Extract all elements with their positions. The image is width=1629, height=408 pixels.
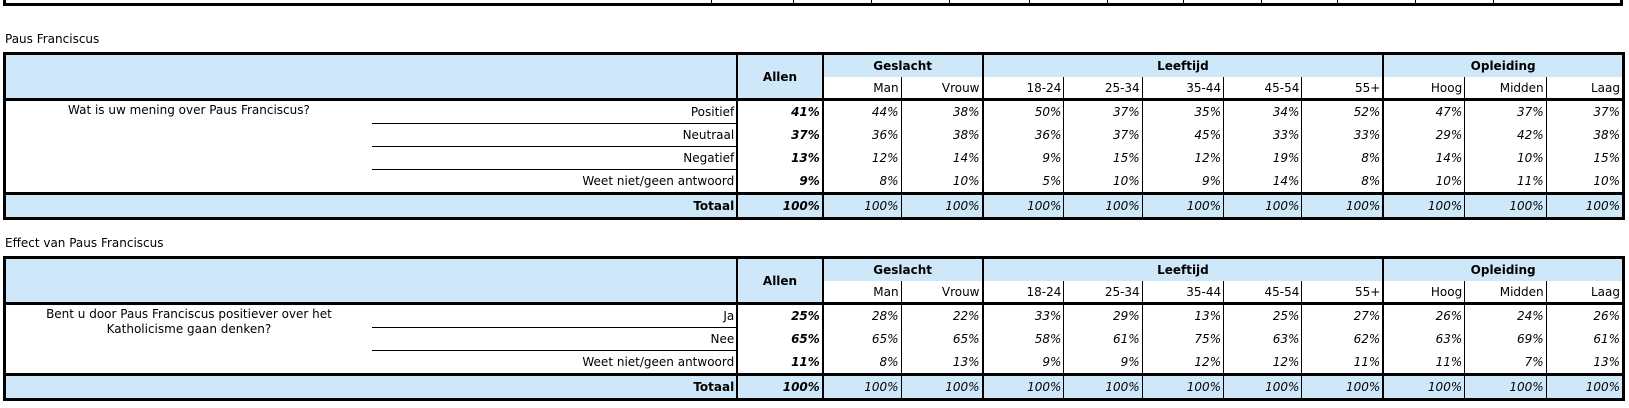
cell-value: 58% — [983, 328, 1064, 351]
total-allen: 100% — [737, 194, 823, 219]
cell-value: 69% — [1465, 328, 1546, 351]
cell-value: 14% — [1224, 170, 1302, 194]
total-value: 100% — [1142, 194, 1223, 219]
cell-value: 65% — [901, 328, 982, 351]
total-value: 100% — [1302, 375, 1383, 400]
subheader-25-34: 25-34 — [1064, 281, 1142, 304]
column-tick — [1337, 0, 1338, 4]
cell-allen: 11% — [737, 351, 823, 375]
cell-value: 37% — [1064, 100, 1142, 124]
cell-value: 27% — [1302, 304, 1383, 328]
cell-value: 14% — [901, 147, 982, 170]
cell-value: 15% — [1546, 147, 1623, 170]
subheader-Man: Man — [823, 281, 901, 304]
question-text: Bent u door Paus Franciscus positiever over het Katholicisme gaan denken? — [5, 304, 372, 375]
total-value: 100% — [1465, 194, 1546, 219]
subheader-25-34: 25-34 — [1064, 77, 1142, 100]
cell-value: 38% — [901, 100, 982, 124]
cell-value: 25% — [1224, 304, 1302, 328]
cell-value: 8% — [1302, 147, 1383, 170]
header-group-leeftijd: Leeftijd — [983, 258, 1384, 282]
cell-allen: 41% — [737, 100, 823, 124]
cell-value: 12% — [1224, 351, 1302, 375]
total-value: 100% — [1546, 194, 1623, 219]
subheader-35-44: 35-44 — [1142, 77, 1223, 100]
column-tick — [1029, 0, 1030, 4]
cell-value: 14% — [1383, 147, 1464, 170]
header-group-leeftijd: Leeftijd — [983, 54, 1384, 78]
total-value: 100% — [983, 194, 1064, 219]
cell-value: 8% — [823, 351, 901, 375]
subheader-18-24: 18-24 — [983, 281, 1064, 304]
cell-value: 13% — [901, 351, 982, 375]
cell-value: 9% — [983, 147, 1064, 170]
subheader-Midden: Midden — [1465, 281, 1546, 304]
cell-value: 28% — [823, 304, 901, 328]
total-label: Totaal — [372, 375, 737, 400]
cell-value: 37% — [1465, 100, 1546, 124]
cell-value: 10% — [1064, 170, 1142, 194]
subheader-Vrouw: Vrouw — [901, 77, 982, 100]
previous-table-bottom-edge — [3, 0, 1623, 6]
subheader-55+: 55+ — [1302, 77, 1383, 100]
header-blank — [5, 77, 738, 100]
total-value: 100% — [901, 194, 982, 219]
cell-value: 33% — [983, 304, 1064, 328]
cell-value: 45% — [1142, 124, 1223, 147]
column-tick — [949, 0, 950, 4]
cell-value: 10% — [1383, 170, 1464, 194]
subheader-Vrouw: Vrouw — [901, 281, 982, 304]
cell-value: 12% — [823, 147, 901, 170]
cell-value: 63% — [1383, 328, 1464, 351]
section-title-effect: Effect van Paus Franciscus — [5, 236, 164, 250]
cell-allen: 37% — [737, 124, 823, 147]
cell-allen: 9% — [737, 170, 823, 194]
cell-value: 12% — [1142, 351, 1223, 375]
cell-value: 9% — [1142, 170, 1223, 194]
header-allen: Allen — [737, 54, 823, 100]
subheader-55+: 55+ — [1302, 281, 1383, 304]
cell-allen: 25% — [737, 304, 823, 328]
row-label: Negatief — [372, 147, 737, 170]
cell-value: 33% — [1224, 124, 1302, 147]
cell-value: 10% — [1465, 147, 1546, 170]
subheader-35-44: 35-44 — [1142, 281, 1223, 304]
total-row — [5, 375, 1624, 400]
header-row-groups — [5, 258, 1624, 282]
cell-value: 10% — [901, 170, 982, 194]
cell-value: 8% — [823, 170, 901, 194]
cell-value: 65% — [823, 328, 901, 351]
total-value: 100% — [1224, 375, 1302, 400]
subheader-45-54: 45-54 — [1224, 77, 1302, 100]
row-label: Neutraal — [372, 124, 737, 147]
total-label: Totaal — [372, 194, 737, 219]
cell-value: 52% — [1302, 100, 1383, 124]
total-row — [5, 194, 1624, 219]
header-blank — [5, 281, 738, 304]
total-value: 100% — [1465, 375, 1546, 400]
cell-value: 11% — [1383, 351, 1464, 375]
cell-value: 11% — [1302, 351, 1383, 375]
column-tick — [1493, 0, 1494, 4]
subheader-Laag: Laag — [1546, 77, 1623, 100]
row-label: Nee — [372, 328, 737, 351]
total-value: 100% — [1224, 194, 1302, 219]
cell-value: 26% — [1546, 304, 1623, 328]
header-group-geslacht: Geslacht — [823, 54, 983, 78]
column-tick — [1183, 0, 1184, 4]
column-tick — [871, 0, 872, 4]
cell-value: 7% — [1465, 351, 1546, 375]
column-tick — [793, 0, 794, 4]
column-tick — [1415, 0, 1416, 4]
cell-value: 22% — [901, 304, 982, 328]
column-tick — [711, 0, 712, 4]
cell-value: 36% — [823, 124, 901, 147]
total-value: 100% — [1064, 194, 1142, 219]
cell-value: 63% — [1224, 328, 1302, 351]
header-allen: Allen — [737, 258, 823, 304]
cell-value: 33% — [1302, 124, 1383, 147]
cell-value: 8% — [1302, 170, 1383, 194]
cell-value: 11% — [1465, 170, 1546, 194]
row-label: Ja — [372, 304, 737, 328]
subheader-Hoog: Hoog — [1383, 281, 1464, 304]
subheader-Hoog: Hoog — [1383, 77, 1464, 100]
cell-allen: 13% — [737, 147, 823, 170]
cell-value: 24% — [1465, 304, 1546, 328]
cell-value: 13% — [1546, 351, 1623, 375]
cell-value: 9% — [1064, 351, 1142, 375]
header-group-geslacht: Geslacht — [823, 258, 983, 282]
total-value: 100% — [1302, 194, 1383, 219]
cell-value: 37% — [1064, 124, 1142, 147]
question-text: Wat is uw mening over Paus Franciscus? — [5, 100, 372, 194]
table-row — [5, 100, 1624, 124]
total-value: 100% — [983, 375, 1064, 400]
table-row — [5, 304, 1624, 328]
total-value: 100% — [1383, 375, 1464, 400]
table-effect-paus-franciscus — [3, 256, 1625, 401]
cell-value: 29% — [1064, 304, 1142, 328]
cell-value: 50% — [983, 100, 1064, 124]
cell-value: 62% — [1302, 328, 1383, 351]
cell-value: 75% — [1142, 328, 1223, 351]
cell-value: 10% — [1546, 170, 1623, 194]
row-label: Weet niet/geen antwoord — [372, 170, 737, 194]
cell-value: 26% — [1383, 304, 1464, 328]
header-blank — [5, 54, 738, 78]
header-group-opleiding: Opleiding — [1383, 258, 1623, 282]
total-value: 100% — [1546, 375, 1623, 400]
subheader-Laag: Laag — [1546, 281, 1623, 304]
total-blank — [5, 375, 372, 400]
cell-allen: 65% — [737, 328, 823, 351]
column-tick — [1107, 0, 1108, 4]
subheader-45-54: 45-54 — [1224, 281, 1302, 304]
total-value: 100% — [901, 375, 982, 400]
header-group-opleiding: Opleiding — [1383, 54, 1623, 78]
total-allen: 100% — [737, 375, 823, 400]
total-value: 100% — [1383, 194, 1464, 219]
header-blank — [5, 258, 738, 282]
total-value: 100% — [823, 194, 901, 219]
total-blank — [5, 194, 372, 219]
cell-value: 44% — [823, 100, 901, 124]
cell-value: 29% — [1383, 124, 1464, 147]
cell-value: 34% — [1224, 100, 1302, 124]
cell-value: 36% — [983, 124, 1064, 147]
total-value: 100% — [1064, 375, 1142, 400]
cell-value: 12% — [1142, 147, 1223, 170]
total-value: 100% — [823, 375, 901, 400]
row-label: Weet niet/geen antwoord — [372, 351, 737, 375]
cell-value: 61% — [1546, 328, 1623, 351]
cell-value: 38% — [901, 124, 982, 147]
subheader-18-24: 18-24 — [983, 77, 1064, 100]
row-label: Positief — [372, 100, 737, 124]
subheader-Man: Man — [823, 77, 901, 100]
cell-value: 47% — [1383, 100, 1464, 124]
column-tick — [1261, 0, 1262, 4]
cell-value: 42% — [1465, 124, 1546, 147]
section-title-paus-franciscus: Paus Franciscus — [5, 32, 100, 46]
cell-value: 13% — [1142, 304, 1223, 328]
total-value: 100% — [1142, 375, 1223, 400]
cell-value: 15% — [1064, 147, 1142, 170]
header-row-groups — [5, 54, 1624, 78]
cell-value: 35% — [1142, 100, 1223, 124]
cell-value: 19% — [1224, 147, 1302, 170]
cell-value: 9% — [983, 351, 1064, 375]
table-paus-franciscus — [3, 52, 1625, 220]
cell-value: 37% — [1546, 100, 1623, 124]
subheader-Midden: Midden — [1465, 77, 1546, 100]
cell-value: 38% — [1546, 124, 1623, 147]
cell-value: 5% — [983, 170, 1064, 194]
cell-value: 61% — [1064, 328, 1142, 351]
